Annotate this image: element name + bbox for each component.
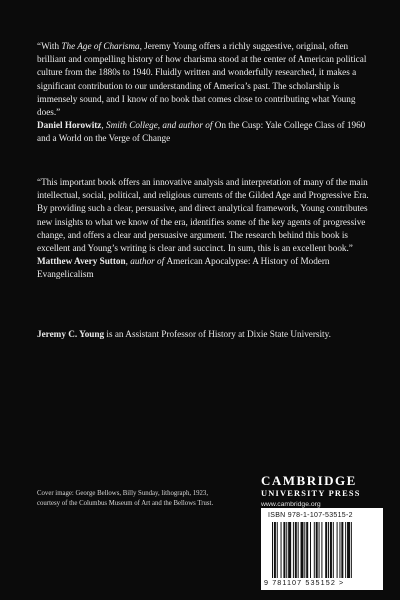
author-name: Jeremy C. Young <box>37 329 105 339</box>
endorsement-quote: “With The Age of Charisma, Jeremy Young offers a richly suggestive, original, often brilliant and compelling history of how charisma stood at the center of American political culture from the 1880s to 1940. Fluidly written and wonderfully researched, it makes a significant contribution to our understanding of America’s past. The scholarship is immensely sound, and I know of no book that comes close to contributing what Young does.” <box>37 41 367 118</box>
endorsement-quote: “This important book offers an innovative analysis and interpretation of many of the main intellectual, social, political, and religious currents of the Gilded Age and Progressive Era. By providing such a clear, persuasive, and direct analytical framework, Young contributes new insights to what we know of the era, identifies some of the key agents of progressive change, and offers a clear and persuasive argument. The research behind this book is excellent and Young’s writing is clear and succinct. In sum, this is an excellent book.” <box>37 177 369 254</box>
publisher-name: CAMBRIDGE <box>261 473 357 488</box>
isbn-label: ISBN 978-1-107-53515-2 <box>268 512 353 519</box>
publisher-url[interactable]: www.cambridge.org <box>261 501 321 508</box>
author-bio: Jeremy C. Young is an Assistant Professor of History at Dixie State University. <box>37 329 331 339</box>
publisher-subname: UNIVERSITY PRESS <box>261 489 361 498</box>
barcode-icon <box>272 522 374 578</box>
publisher-logo <box>261 474 383 508</box>
cover-image-credit: Cover image: George Bellows, Billy Sunday, lithograph, 1923, courtesy of the Columbus Museum of Art and the Bellows Trust. <box>37 490 214 507</box>
endorsement-horowitz <box>37 40 373 146</box>
endorsement-sutton <box>37 176 373 282</box>
endorsement-attribution: Matthew Avery Sutton, author of American Apocalypse: A History of Modern Evangelicalism <box>37 256 330 280</box>
endorsement-attribution: Daniel Horowitz, Smith College, and author of On the Cusp: Yale College Class of 1960 and a World on the Verge of Change <box>37 120 366 144</box>
isbn-barcode <box>261 508 383 590</box>
barcode-digits: 9 781107 535152 > <box>264 578 345 587</box>
